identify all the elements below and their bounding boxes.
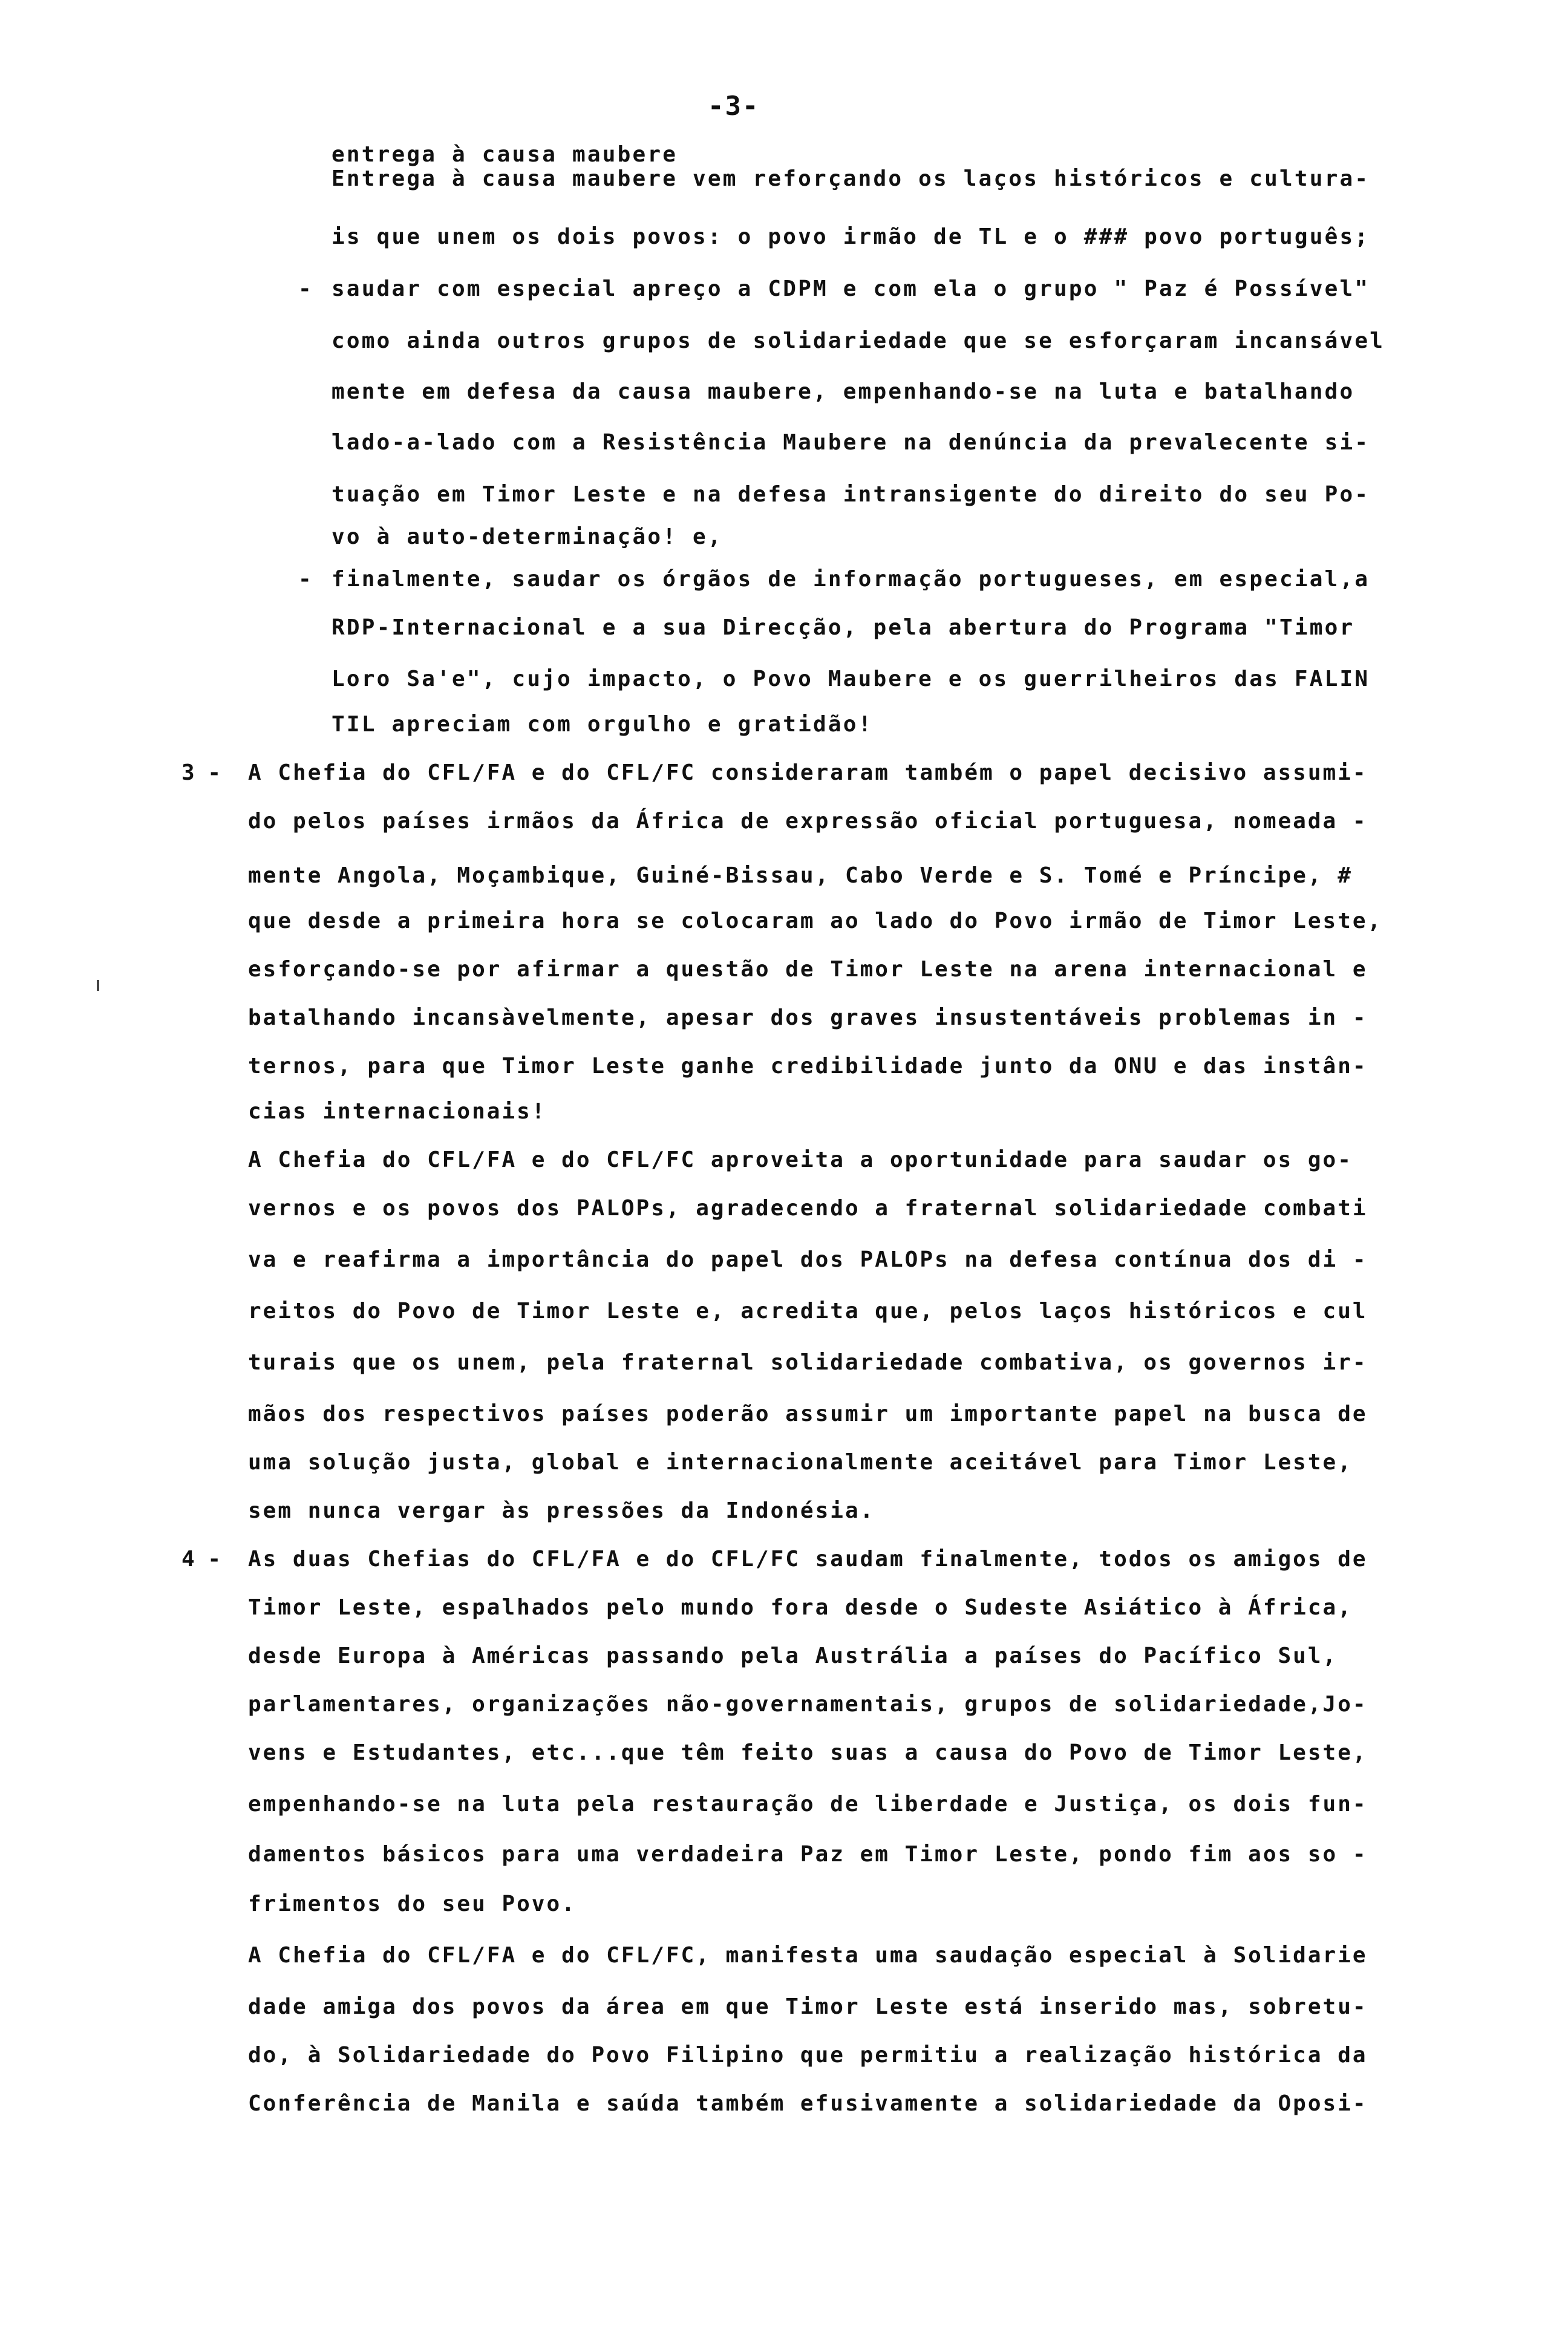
page-number: -3- — [708, 91, 760, 122]
text-line: frimentos do seu Povo. — [248, 1892, 577, 1916]
text-line: sem nunca vergar às pressões da Indonésia. — [248, 1498, 875, 1523]
text-line: reitos do Povo de Timor Leste e, acredita que, pelos laços históricos e cul — [248, 1299, 1368, 1324]
text-line: do pelos países irmãos da África de expressão oficial portuguesa, nomeada - — [248, 809, 1368, 834]
text-line: ternos, para que Timor Leste ganhe credibilidade junto da ONU e das instân- — [248, 1054, 1368, 1079]
text-line: como ainda outros grupos de solidariedade que se esforçaram incansável — [332, 328, 1385, 353]
text-line: cias internacionais! — [248, 1099, 547, 1124]
text-line: mãos dos respectivos países poderão assumir um importante papel na busca de — [248, 1402, 1368, 1426]
text-line: mente Angola, Moçambique, Guiné-Bissau, Cabo Verde e S. Tomé e Príncipe, # — [248, 863, 1353, 888]
item-marker: - — [298, 276, 312, 301]
text-line: turais que os unem, pela fraternal solidariedade combativa, os governos ir- — [248, 1350, 1368, 1375]
text-line: lado-a-lado com a Resistência Maubere na denúncia da prevalecente si- — [332, 430, 1370, 455]
text-line: Timor Leste, espalhados pelo mundo fora desde o Sudeste Asiático à África, — [248, 1595, 1353, 1620]
text-line: As duas Chefias do CFL/FA e do CFL/FC saudam finalmente, todos os amigos de — [248, 1547, 1368, 1572]
text-line: do, à Solidariedade do Povo Filipino que permitiu a realização histórica da — [248, 2043, 1368, 2068]
text-line: saudar com especial apreço a CDPM e com ela o grupo " Paz é Possível" — [332, 276, 1370, 301]
text-line: Entrega à causa maubere vem reforçando os laços históricos e cultura- — [332, 166, 1370, 191]
text-line: A Chefia do CFL/FA e do CFL/FC aproveita a oportunidade para saudar os go- — [248, 1148, 1353, 1172]
item-marker: 3 - — [181, 760, 221, 785]
text-line: batalhando incansàvelmente, apesar dos graves insustentáveis problemas in - — [248, 1005, 1368, 1030]
text-line: Conferência de Manila e saúda também efusivamente a solidariedade da Oposi- — [248, 2091, 1368, 2116]
text-line: A Chefia do CFL/FA e do CFL/FC, manifesta uma saudação especial à Solidarie — [248, 1943, 1368, 1968]
text-line: desde Europa à Américas passando pela Austrália a países do Pacífico Sul, — [248, 1644, 1338, 1668]
item-marker: - — [298, 567, 312, 592]
margin-mark — [97, 980, 99, 991]
text-line: is que unem os dois povos: o povo irmão de TL e o ### povo português; — [332, 224, 1370, 249]
text-line: mente em defesa da causa maubere, empenhando-se na luta e batalhando — [332, 379, 1355, 404]
text-line: entrega à causa maubere — [332, 142, 678, 167]
text-line: esforçando-se por afirmar a questão de Timor Leste na arena internacional e — [248, 957, 1368, 982]
text-line: damentos básicos para uma verdadeira Paz em Timor Leste, pondo fim aos so - — [248, 1842, 1368, 1867]
text-line: A Chefia do CFL/FA e do CFL/FC consideraram também o papel decisivo assumi- — [248, 760, 1368, 785]
text-line: empenhando-se na luta pela restauração de liberdade e Justiça, os dois fun- — [248, 1792, 1368, 1817]
item-marker: 4 - — [181, 1547, 221, 1572]
text-line: que desde a primeira hora se colocaram ao lado do Povo irmão de Timor Leste, — [248, 909, 1383, 933]
text-line: finalmente, saudar os órgãos de informação portugueses, em especial,a — [332, 567, 1370, 592]
text-line: vens e Estudantes, etc...que têm feito suas a causa do Povo de Timor Leste, — [248, 1740, 1368, 1765]
text-line: vo à auto-determinação! e, — [332, 524, 723, 549]
text-line: RDP-Internacional e a sua Direcção, pela abertura do Programa "Timor — [332, 615, 1355, 640]
text-line: va e reafirma a importância do papel dos PALOPs na defesa contínua dos di - — [248, 1247, 1368, 1272]
text-line: uma solução justa, global e internacionalmente aceitável para Timor Leste, — [248, 1450, 1353, 1475]
text-line: dade amiga dos povos da área em que Timor Leste está inserido mas, sobretu- — [248, 1994, 1368, 2019]
text-line: tuação em Timor Leste e na defesa intransigente do direito do seu Po- — [332, 482, 1370, 507]
text-line: TIL apreciam com orgulho e gratidão! — [332, 712, 874, 737]
text-line: Loro Sa'e", cujo impacto, o Povo Maubere e os guerrilheiros das FALIN — [332, 667, 1370, 691]
text-line: vernos e os povos dos PALOPs, agradecendo a fraternal solidariedade combati — [248, 1196, 1368, 1221]
text-line: parlamentares, organizações não-governamentais, grupos de solidariedade,Jo- — [248, 1692, 1368, 1717]
